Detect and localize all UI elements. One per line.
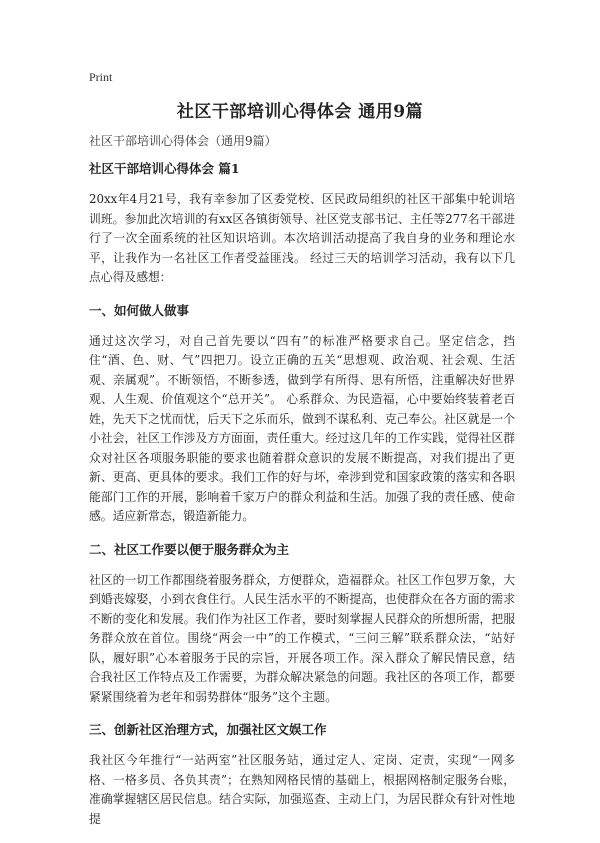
section-paragraph: 社区的一切工作都围绕着服务群众，方便群众，造福群众。社区工作包罗万象，大到婚丧嫁娶，小到衣食住行。人民生活水平的不断提高，也使群众在各方面的需求不断的变化和发展。我们作为社区工作者，要时刻掌握人民群众的所想所需，把服务群众放在首位。围绕“两会一中”的工作模式，“三问三解”联系群众法，“站好队，履好职”心本着服务于民的宗旨，开展各项工作。深入群众了解民情民意，结合我社区工作特点及工作需要，为群众解决紧急的问题。我社区的各项工作，都要紧紧围绕着为老年和弱势群体“服务”这个主题。 [89,572,515,704]
page-title: 社区干部培训心得体会 通用9篇 [176,102,424,122]
part-heading: 社区干部培训心得体会 篇1 [89,161,240,176]
section-paragraph: 我社区今年推行“一站两室”社区服务站，通过定人、定岗、定责，实现“一网多格、一格多员、各负其责”；在熟知网格民情的基础上，根据网格制定服务台账，准确掌握辖区居民信息。结合实际，加强巡查、主动上门，为居民群众有针对性地提 [89,753,515,826]
section-heading: 二、社区工作要以便于服务群众为主 [89,541,290,557]
intro-paragraph: 20xx年4月21号，我有幸参加了区委党校、区民政局组织的社区干部集中轮训培训班。参加此次培训的有xx区各镇街领导、社区党支部书记、主任等277名干部进行了一次全面系统的社区知识培训。本次培训活动提高了我自身的业务和理论水平，让我作为一名社区工作者受益匪浅。 经过三天的培训学习活动，我有以下几点心得及感想： [89,192,515,284]
section-paragraph: 通过这次学习，对自己首先要以“四有”的标准严格要求自己。坚定信念，挡住“酒、色、财、气”四把刀。设立正确的五关“思想观、政治观、社会观、生活观、亲属观”。不断领悟，不断参透，做到学有所得、思有所悟，注重解决好世界观、人生观、价值观这个“总开关”。 心系群众、为民造福，心中要始终装着老百姓，先天下之忧而忧，后天下之乐而乐，做到不谋私利、克己奉公。社区就是一个小社会，社区工作涉及方方面面，责任重大。经过这几年的工作实践，觉得社区群众对社区各项服务职能的要求也随着群众意识的发展不断提高，对我们提出了更新、更高、更具体的要求。我们工作的好与坏，牵涉到党和国家政策的落实和各职能部门工作的开展，影响着千家万户的群众利益和生活。加强了我的责任感、使命感。适应新常态，锻造新能力。 [89,333,515,523]
subtitle: 社区干部培训心得体会（通用9篇） [89,134,277,148]
article-content [89,160,515,843]
section-heading: 一、如何做人做事 [89,302,190,318]
print-link[interactable]: Print [89,70,113,84]
section-heading: 三、创新社区治理方式，加强社区文娱工作 [89,722,327,737]
